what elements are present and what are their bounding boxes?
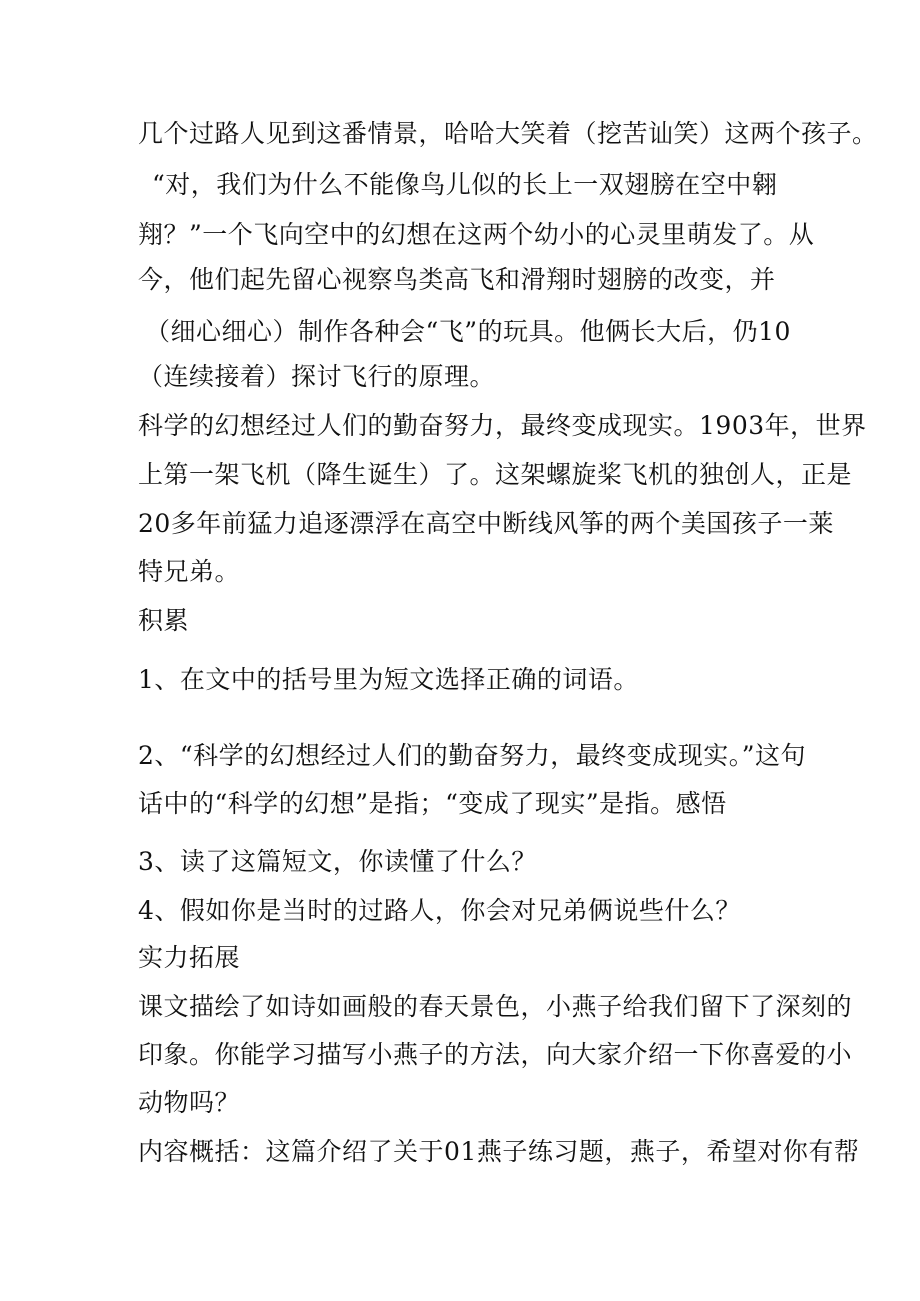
text-line-4: 今，他们起先留心视察鸟类高飞和滑翔时翅膀的改变，并 (138, 265, 776, 294)
text-line-3: 翔？”一个飞向空中的幻想在这两个幼小的心灵里萌发了。从 (138, 220, 815, 249)
text-line-6: （连续接着）探讨飞行的原理。 (138, 362, 496, 391)
section-heading-accumulation: 积累 (138, 606, 190, 635)
text-line-7: 科学的幻想经过人们的勤奋努力，最终变成现实。1903年，世界 (138, 411, 867, 440)
question-2-line-2: 话中的“科学的幻想”是指；“变成了现实”是指。感悟 (138, 789, 727, 818)
question-2-line-1: 2、“科学的幻想经过人们的勤奋努力，最终变成现实。”这句 (138, 741, 806, 770)
section-heading-expansion: 实力拓展 (138, 943, 241, 972)
text-line-2: “对，我们为什么不能像鸟儿似的长上一双翅膀在空中翱 (152, 170, 778, 199)
question-3: 3、读了这篇短文，你读懂了什么？ (138, 847, 537, 876)
question-4: 4、假如你是当时的过路人，你会对兄弟俩说些什么？ (138, 896, 741, 925)
text-line-8: 上第一架飞机（降生诞生）了。这架螺旋桨飞机的独创人，正是 (138, 460, 853, 489)
text-line-expansion-1: 课文描绘了如诗如画般的春天景色，小燕子给我们留下了深刻的 (138, 992, 853, 1021)
question-1: 1、在文中的括号里为短文选择正确的词语。 (138, 665, 639, 694)
text-line-9: 20多年前猛力追逐漂浮在高空中断线风筝的两个美国孩子一莱 (138, 509, 834, 538)
text-line-10: 特兄弟。 (138, 557, 241, 586)
text-line-expansion-2: 印象。你能学习描写小燕子的方法，向大家介绍一下你喜爱的小 (138, 1040, 853, 1069)
content-summary: 内容概括：这篇介绍了关于01燕子练习题，燕子，希望对你有帮 (138, 1137, 860, 1166)
text-line-1: 几个过路人见到这番情景，哈哈大笑着（挖苦讪笑）这两个孩子。 (138, 119, 878, 148)
text-line-expansion-3: 动物吗？ (138, 1088, 241, 1117)
text-line-5: （细心细心）制作各种会“飞”的玩具。他俩长大后，仍10 (145, 317, 791, 346)
